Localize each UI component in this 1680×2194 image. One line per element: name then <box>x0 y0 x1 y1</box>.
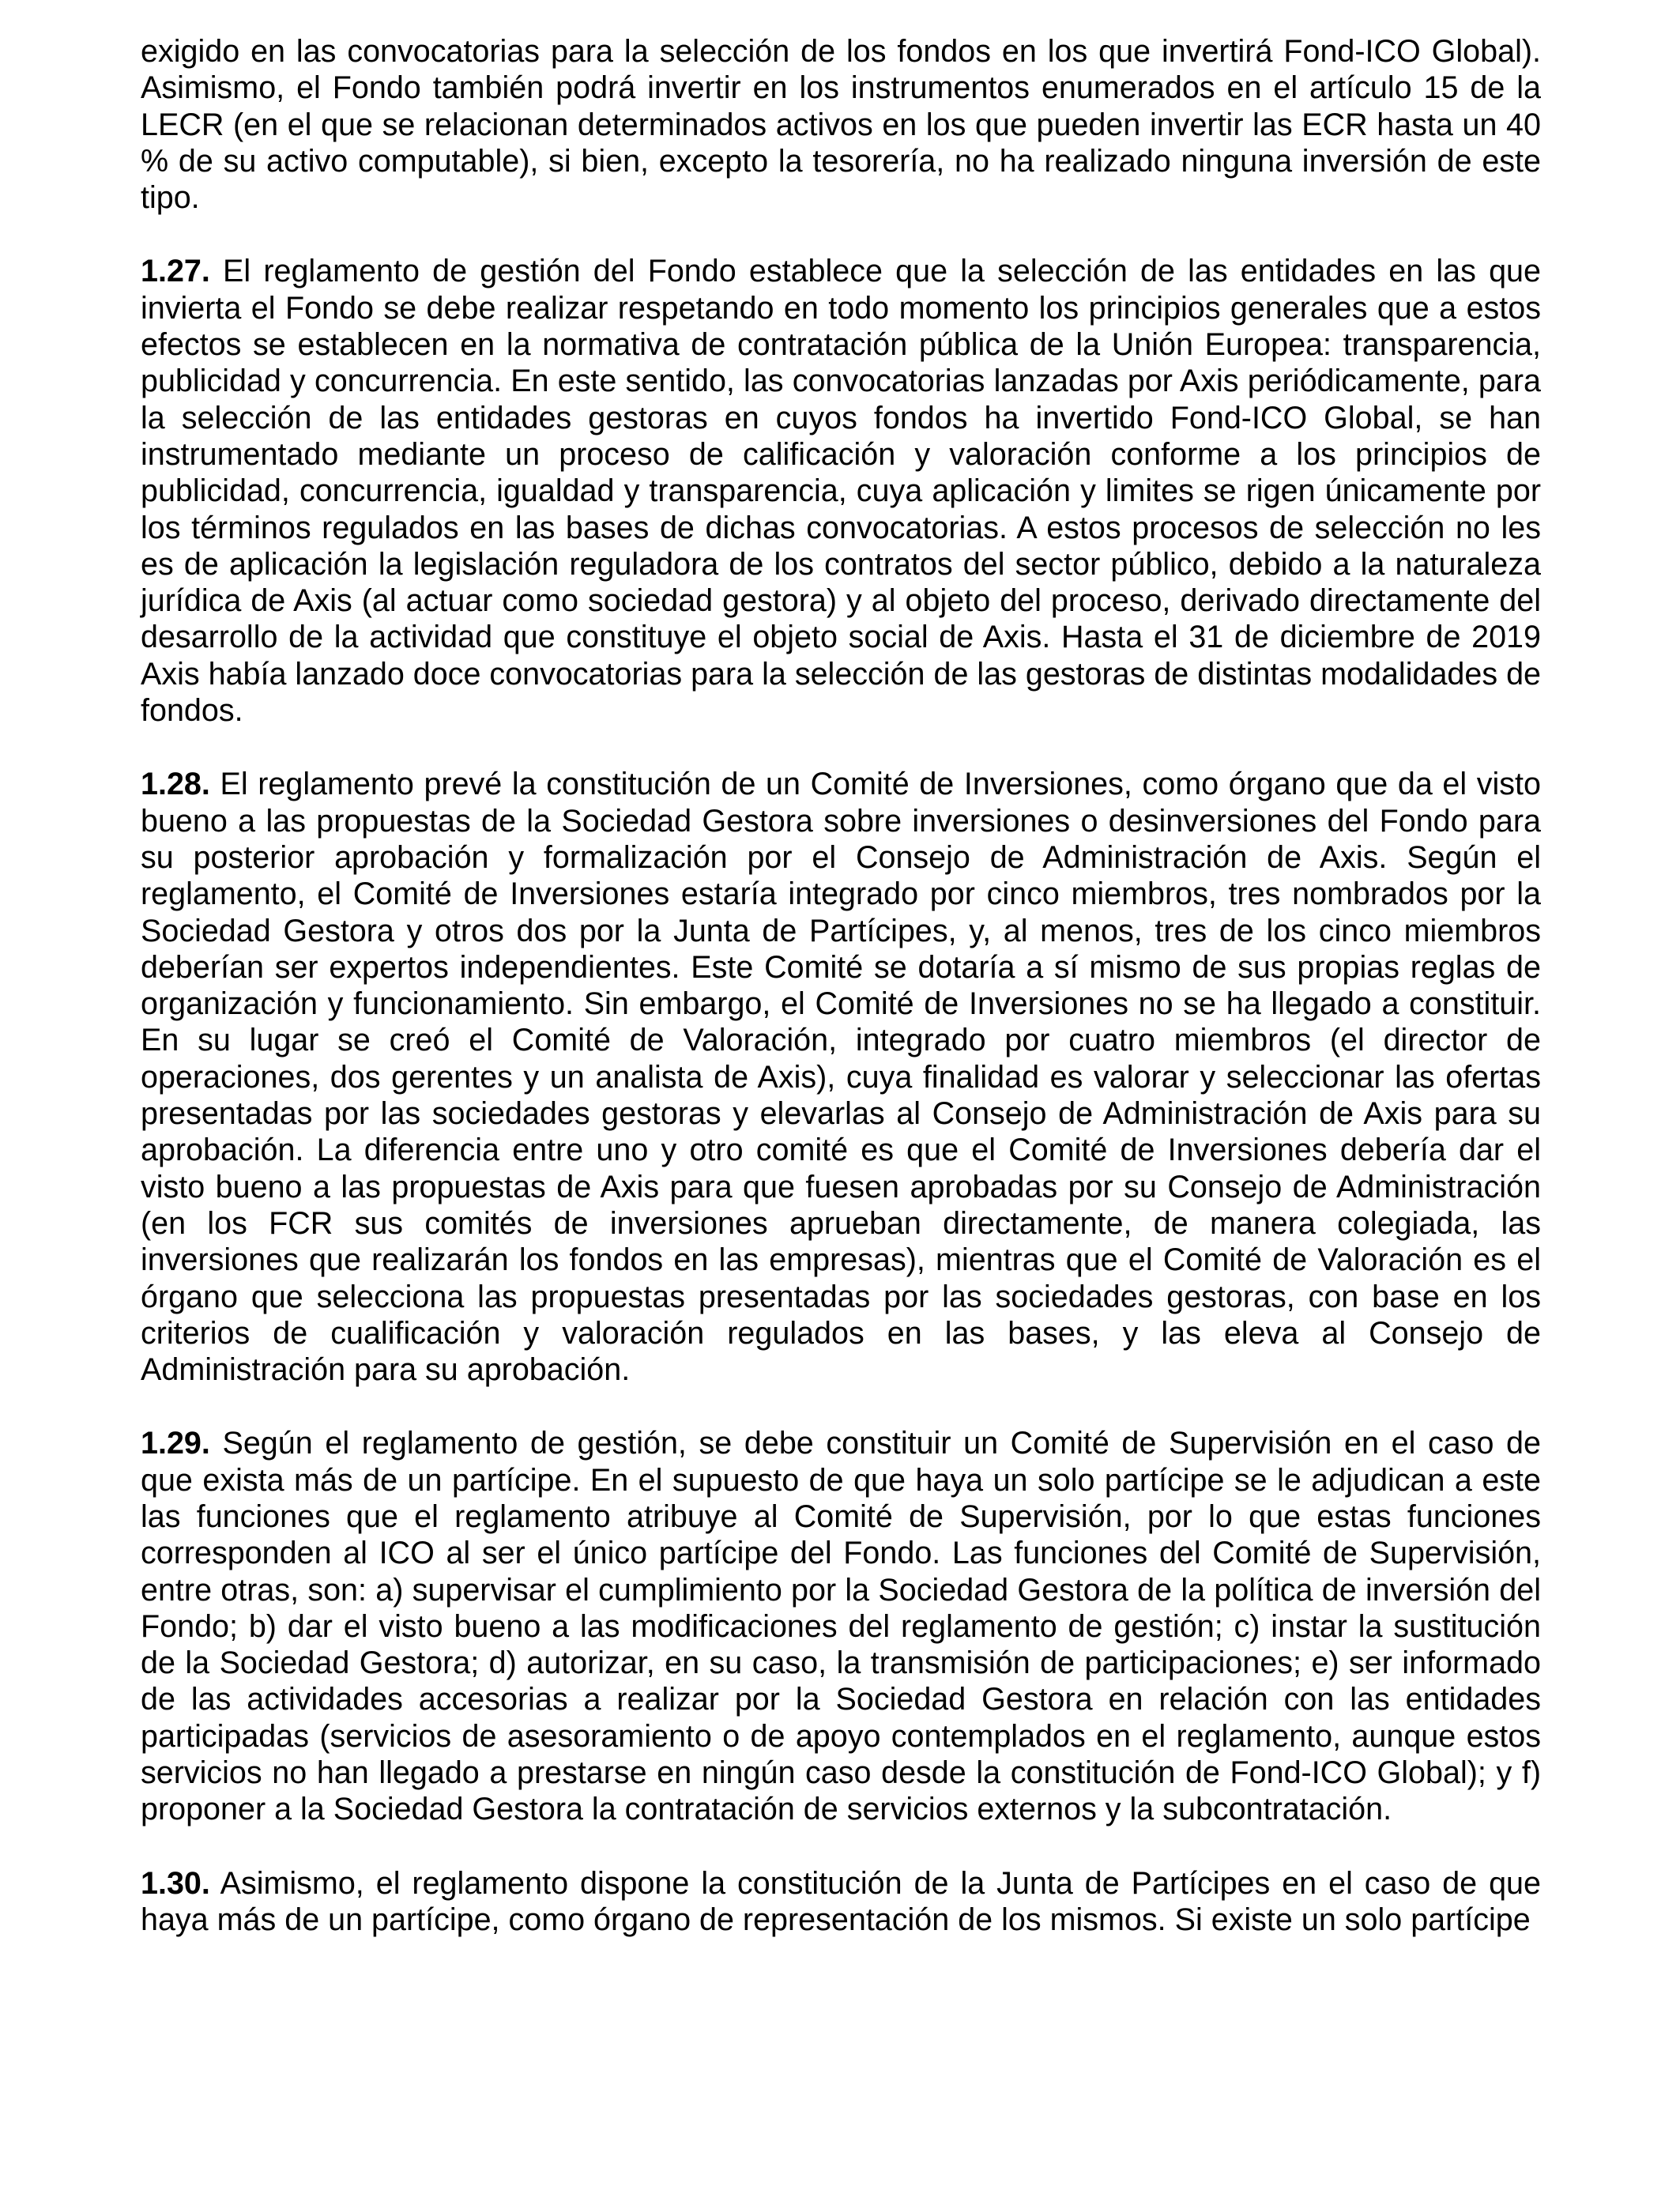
paragraph-1-27 <box>141 253 1541 729</box>
paragraph-number: 1.27. <box>141 254 210 289</box>
paragraph-text: Asimismo, el reglamento dispone la constitución de la Junta de Partícipes en el caso de que haya más de un partícipe, como órgano de representación de los mismos. Si existe un solo partícipe <box>141 1865 1541 1937</box>
paragraph-number: 1.30. <box>141 1865 210 1901</box>
paragraph-1-28 <box>141 766 1541 1388</box>
paragraph-1-29 <box>141 1425 1541 1827</box>
paragraph-text: El reglamento de gestión del Fondo establece que la selección de las entidades en las que invierta el Fondo se debe realizar respetando en todo momento los principios generales que a estos efectos se establecen en la normativa de contratación pública de la Unión Europea: transparencia, publicidad y concurrencia. En este sentido, las convocatorias lanzadas por Axis periódicamente, para la selección de las entidades gestoras en cuyos fondos ha invertido Fond-ICO Global, se han instrumentado mediante un proceso de calificación y valoración conforme a los principios de publicidad, concurrencia, igualdad y transparencia, cuya aplicación y limites se rigen únicamente por los términos regulados en las bases de dichas convocatorias. A estos procesos de selección no les es de aplicación la legislación reguladora de los contratos del sector público, debido a la naturaleza jurídica de Axis (al actuar como sociedad gestora) y al objeto del proceso, derivado directamente del desarrollo de la actividad que constituye el objeto social de Axis. Hasta el 31 de diciembre de 2019 Axis había lanzado doce convocatorias para la selección de las gestoras de distintas modalidades de fondos. <box>141 254 1542 729</box>
paragraph-text: El reglamento prevé la constitución de un Comité de Inversiones, como órgano que da el visto bueno a las propuestas de la Sociedad Gestora sobre inversiones o desinversiones del Fondo para su posterior aprobación y formalización por el Consejo de Administración de Axis. Según el reglamento, el Comité de Inversiones estaría integrado por cinco miembros, tres nombrados por la Sociedad Gestora y otros dos por la Junta de Partícipes, y, al menos, tres de los cinco miembros deberían ser expertos independientes. Este Comité se dotaría a sí mismo de sus propias reglas de organización y funcionamiento. Sin embargo, el Comité de Inversiones no se ha llegado a constituir. En su lugar se creó el Comité de Valoración, integrado por cuatro miembros (el director de operaciones, dos gerentes y un analista de Axis), cuya finalidad es valorar y seleccionar las ofertas presentadas por las sociedades gestoras y elevarlas al Consejo de Administración de Axis para su aprobación. La diferencia entre uno y otro comité es que el Comité de Inversiones debería dar el visto bueno a las propuestas de Axis para que fuesen aprobadas por su Consejo de Administración (en los FCR sus comités de inversiones aprueban directamente, de manera colegiada, las inversiones que realizarán los fondos en las empresas), mientras que el Comité de Valoración es el órgano que selecciona las propuestas presentadas por las sociedades gestoras, con base en los criterios de cualificación y valoración regulados en las bases, y las eleva al Consejo de Administración para su aprobación. <box>141 767 1541 1388</box>
paragraph-text: Según el reglamento de gestión, se debe constituir un Comité de Supervisión en el caso de que exista más de un partícipe. En el supuesto de que haya un solo partícipe se le adjudican a este las funciones que el reglamento atribuye al Comité de Supervisión, por lo que estas funciones corresponden al ICO al ser el único partícipe del Fondo. Las funciones del Comité de Supervisión, entre otras, son: a) supervisar el cumplimiento por la Sociedad Gestora de la política de inversión del Fondo; b) dar el visto bueno a las modificaciones del reglamento de gestión; c) instar la sustitución de la Sociedad Gestora; d) autorizar, en su caso, la transmisión de participaciones; e) ser informado de las actividades accesorias a realizar por la Sociedad Gestora en relación con las entidades participadas (servicios de asesoramiento o de apoyo contemplados en el reglamento, aunque estos servicios no han llegado a prestarse en ningún caso desde la constitución de Fond-ICO Global); y f) proponer a la Sociedad Gestora la contratación de servicios externos y la subcontratación. <box>141 1426 1541 1827</box>
document-page <box>141 33 1541 1975</box>
paragraph-number: 1.28. <box>141 767 210 802</box>
paragraph-text: exigido en las convocatorias para la selección de los fondos en los que invertirá Fond-ICO Global). Asimismo, el Fondo también podrá invertir en los instrumentos enumerados en el artículo 15 de la LECR (en el que se relacionan determinados activos en los que pueden invertir las ECR hasta un 40 % de su activo computable), si bien, excepto la tesorería, no ha realizado ninguna inversión de este tipo. <box>141 34 1541 216</box>
paragraph-1-30 <box>141 1865 1541 1939</box>
paragraph-continuation <box>141 33 1541 216</box>
paragraph-number: 1.29. <box>141 1426 210 1461</box>
